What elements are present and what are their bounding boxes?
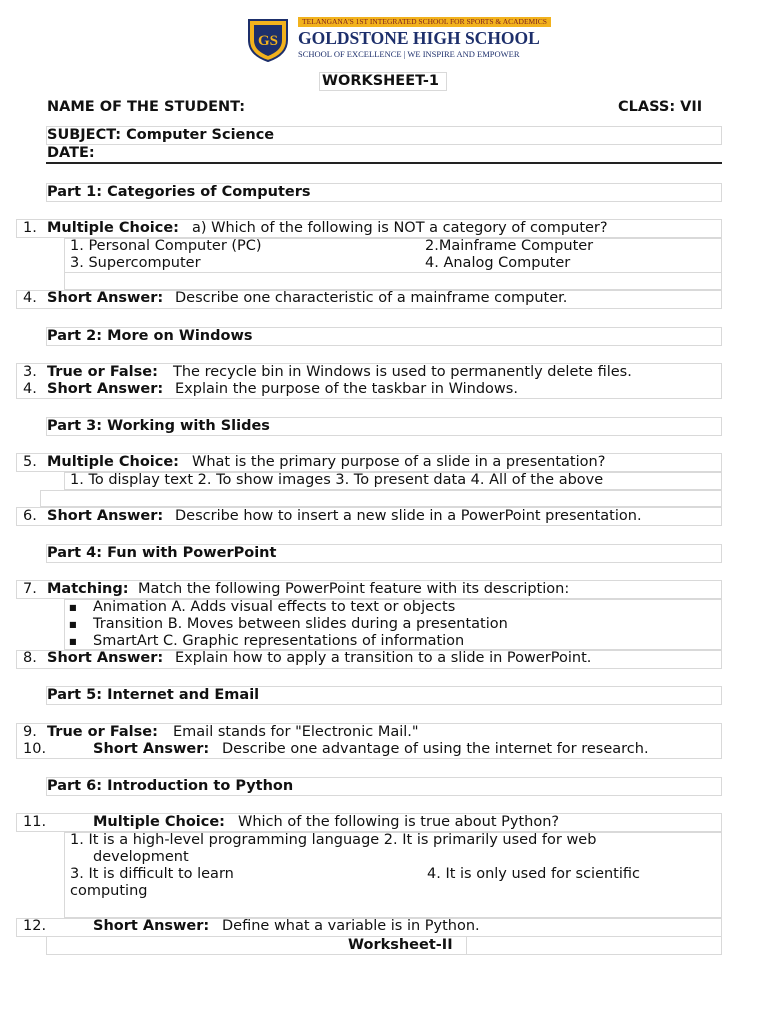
- q6-text: Describe how to insert a new slide in a PowerPoint presentation.: [175, 508, 642, 524]
- q9-type: True or False:: [47, 724, 158, 740]
- student-name-label: NAME OF THE STUDENT:: [47, 99, 246, 115]
- q10-type: Short Answer:: [93, 741, 210, 757]
- worksheet-2-title: Worksheet-II: [348, 937, 453, 953]
- q8-number: 8.: [23, 650, 37, 666]
- part2-heading: Part 2: More on Windows: [47, 328, 253, 344]
- q4-number: 4.: [23, 381, 37, 397]
- q1-option-4: 4. Analog Computer: [425, 255, 571, 271]
- q12-type: Short Answer:: [93, 918, 210, 934]
- q4-type: Short Answer:: [47, 381, 164, 397]
- q3-text: The recycle bin in Windows is used to permanently delete files.: [173, 364, 632, 380]
- q2-number: 4.: [23, 290, 37, 306]
- part6-heading: Part 6: Introduction to Python: [47, 778, 294, 794]
- q5-number: 5.: [23, 454, 37, 470]
- q5-text: What is the primary purpose of a slide in a presentation?: [192, 454, 606, 470]
- q2-text: Describe one characteristic of a mainframe computer.: [175, 290, 568, 306]
- subject-label: SUBJECT: Computer Science: [47, 127, 275, 143]
- q5-options: 1. To display text 2. To show images 3. To present data 4. All of the above: [70, 472, 604, 488]
- q1-number: 1.: [23, 220, 37, 236]
- q9-text: Email stands for "Electronic Mail.": [173, 724, 419, 740]
- q7-item-2: Transition B. Moves between slides during a presentation: [93, 616, 508, 632]
- footer-divider: [466, 936, 467, 955]
- school-tagline: TELANGANA'S 1ST INTEGRATED SCHOOL FOR SPORTS & ACADEMICS: [298, 17, 551, 27]
- worksheet-title: WORKSHEET-1: [322, 73, 439, 89]
- bullet-icon: ■: [69, 603, 77, 612]
- q11-number: 11.: [23, 814, 47, 830]
- q9-number: 9.: [23, 724, 37, 740]
- q1-options-divider: [64, 272, 722, 273]
- q2-type: Short Answer:: [47, 290, 164, 306]
- q11-option-4: 4. It is only used for scientific: [427, 866, 640, 882]
- date-label: DATE:: [47, 145, 95, 161]
- school-motto: SCHOOL OF EXCELLENCE | WE INSPIRE AND EMPOWER: [298, 49, 520, 59]
- part1-heading: Part 1: Categories of Computers: [47, 184, 311, 200]
- q1-option-2: 2.Mainframe Computer: [425, 238, 594, 254]
- q1-option-3: 3. Supercomputer: [70, 255, 201, 271]
- q8-text: Explain how to apply a transition to a slide in PowerPoint.: [175, 650, 592, 666]
- q1-option-1: 1. Personal Computer (PC): [70, 238, 262, 254]
- class-label: CLASS: VII: [618, 99, 703, 115]
- q10-text: Describe one advantage of using the internet for research.: [222, 741, 649, 757]
- q5-type: Multiple Choice:: [47, 454, 179, 470]
- bullet-icon: ■: [69, 620, 77, 629]
- q11-option-1-2: 1. It is a high-level programming language 2. It is primarily used for web: [70, 832, 597, 848]
- part3-heading: Part 3: Working with Slides: [47, 418, 270, 434]
- school-logo: [245, 16, 291, 62]
- q11-type: Multiple Choice:: [93, 814, 225, 830]
- q8-type: Short Answer:: [47, 650, 164, 666]
- q7-text: Match the following PowerPoint feature with its description:: [138, 581, 570, 597]
- q1-type: Multiple Choice:: [47, 220, 179, 236]
- q11-option-4-cont: computing: [70, 883, 148, 899]
- q7-type: Matching:: [47, 581, 129, 597]
- bullet-icon: ■: [69, 637, 77, 646]
- q10-number: 10.: [23, 741, 47, 757]
- part5-heading: Part 5: Internet and Email: [47, 687, 260, 703]
- q3-number: 3.: [23, 364, 37, 380]
- q7-number: 7.: [23, 581, 37, 597]
- q11-option-3: 3. It is difficult to learn: [70, 866, 234, 882]
- logo-text: GS: [257, 33, 279, 49]
- school-name: GOLDSTONE HIGH SCHOOL: [298, 28, 540, 48]
- header-divider: [46, 162, 722, 164]
- q5-spacer-box: [40, 490, 722, 507]
- q3-type: True or False:: [47, 364, 158, 380]
- q12-text: Define what a variable is in Python.: [222, 918, 480, 934]
- q11-text: Which of the following is true about Python?: [238, 814, 560, 830]
- part4-heading: Part 4: Fun with PowerPoint: [47, 545, 277, 561]
- q6-number: 6.: [23, 508, 37, 524]
- q6-type: Short Answer:: [47, 508, 164, 524]
- q7-item-3: SmartArt C. Graphic representations of information: [93, 633, 465, 649]
- q7-item-1: Animation A. Adds visual effects to text or objects: [93, 599, 456, 615]
- q4-text: Explain the purpose of the taskbar in Windows.: [175, 381, 518, 397]
- q11-option-2-cont: development: [93, 849, 189, 865]
- q1-text: a) Which of the following is NOT a category of computer?: [192, 220, 608, 236]
- q12-number: 12.: [23, 918, 47, 934]
